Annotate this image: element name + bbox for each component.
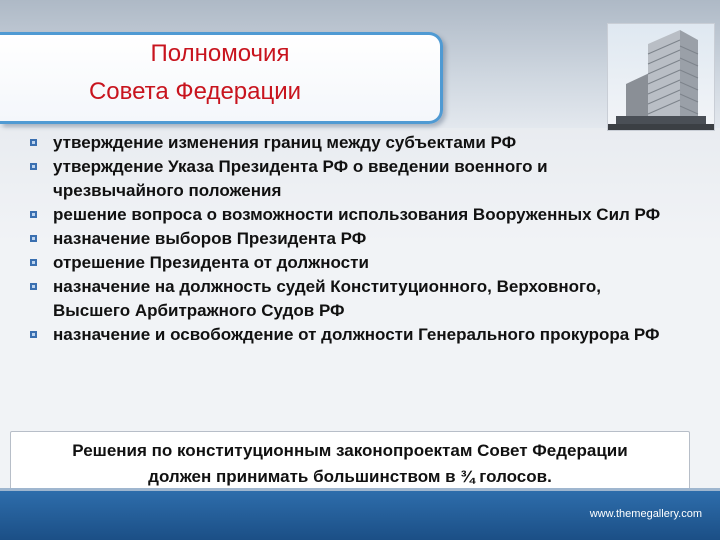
powers-list <box>18 131 678 347</box>
bullet-square-icon <box>30 163 37 170</box>
bullet-square-icon <box>30 235 37 242</box>
page-title: Полномочия <box>150 40 290 67</box>
list-item: решение вопроса о возможности использования Вооруженных Сил РФ <box>18 203 678 227</box>
list-item: утверждение изменения границ между субъектами РФ <box>18 131 678 155</box>
page-subtitle: Совета Федерации <box>88 78 302 105</box>
footer-link[interactable]: www.themegallery.com <box>589 508 702 520</box>
note-box <box>10 431 690 491</box>
list-item: назначение выборов Президента РФ <box>18 227 678 251</box>
bullet-square-icon <box>30 211 37 218</box>
note-text <box>11 438 689 490</box>
note-line-2: должен принимать большинством в ¾ голосов. <box>148 467 552 486</box>
list-item: утверждение Указа Президента РФ о введении военного и чрезвычайного положения <box>18 155 678 203</box>
bullet-square-icon <box>30 283 37 290</box>
list-item: назначение на должность судей Конституционного, Верховного, Высшего Арбитражного Судов РФ <box>18 275 678 323</box>
list-item: отрешение Президента от должности <box>18 251 678 275</box>
note-line-1: Решения по конституционным законопроектам Совет Федерации <box>72 441 628 460</box>
bullet-square-icon <box>30 331 37 338</box>
bullet-square-icon <box>30 139 37 146</box>
building-image <box>607 23 715 131</box>
list-item: назначение и освобождение от должности Генерального прокурора РФ <box>18 323 678 347</box>
bullet-square-icon <box>30 259 37 266</box>
